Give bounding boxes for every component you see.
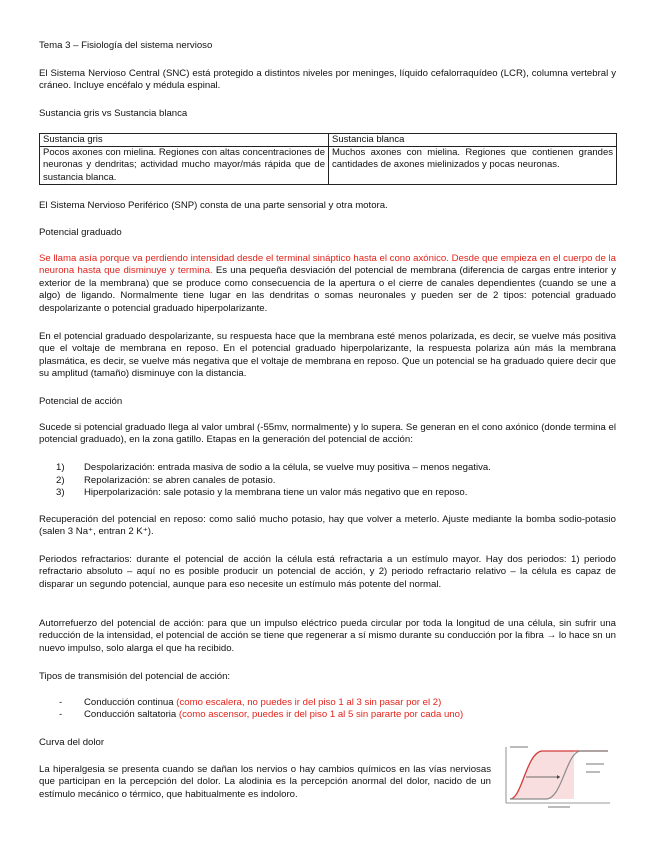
highlighted-text: (como escalera, no puedes ir del piso 1 al 3 sin pasar por el 2): [173, 697, 442, 708]
list-item: [39, 487, 599, 500]
intro-paragraph: El Sistema Nervioso Central (SNC) está protegido a distintos niveles por meninges, líquido cefalorraquídeo (LCR), columna vertebral y cráneo. Incluye encéfalo y médula espinal.: [39, 68, 616, 92]
comparison-table: [39, 133, 617, 185]
stages-list: [39, 462, 599, 500]
refractarios-paragraph: Periodos refractarios: durante el potencial de acción la célula está refractaria a un estímulo mayor. Hay dos periodos: 1) periodo refractario absoluto – aquí no es posible producir un potencial de acción, y 2) periodo refractario relativo – la célula es capaz de disparar un segundo potencial, aunque para eso necesite un estímulo más potente del normal.: [39, 554, 616, 590]
highlighted-text: Se llama asía porque va perdiendo intensidad desde el terminal sináptico hasta el cono axónico. Desde que empieza en el cuerpo de la neurona hasta que disminuye y termina.: [39, 253, 616, 277]
table-header-row: [40, 134, 617, 147]
tipos-heading: Tipos de transmisión del potencial de acción:: [39, 671, 231, 682]
figure-label-mark: [548, 806, 570, 808]
pain-curve-figure: [496, 741, 616, 811]
highlighted-text: (como ascensor, puedes ir del piso 1 al 5 sin pararte por cada uno): [176, 709, 464, 721]
list-item-text: Repolarización: se abren canales de potasio.: [84, 474, 276, 486]
figure-label-mark: [586, 763, 604, 765]
table-row: [40, 147, 617, 185]
list-number: 1): [56, 462, 65, 473]
graduado-paragraph-2: En el potencial graduado despolarizante, su respuesta hace que la membrana esté menos polarizada, es decir, se vuelve más positiva que el voltaje de membrana en reposo. En el potencial graduado hiperpolarizante, la respuesta polariza aún más la membrana plasmática, es decir, se vuelve más negativa que el voltaje de membrana en reposo. Que un potencial se ha graduado quiere decir que su amplitud (tamaño) disminuye con la distancia.: [39, 331, 616, 380]
list-item-label: Conducción saltatoria: [84, 709, 177, 721]
list-item-label: Conducción continua: [84, 697, 174, 708]
table-header-cell: Sustancia gris: [40, 134, 329, 147]
list-number: 3): [56, 487, 65, 499]
list-item: [39, 462, 599, 475]
section-heading-graduado: Potencial graduado: [39, 227, 122, 238]
body-text: Es una pequeña desviación del potencial de membrana (diferencia de cargas entre interior y exterior de la membrana) que se produce como consecuencia de la apertura o el cierre de canales dependientes (cuando se une a algo) de ligando. Normalmente tiene lugar en las dendritas o somas neuronales y pueden ser de 2 tipos: potencial graduado despolarizante o potencial graduado hiperpolarizante.: [39, 265, 616, 314]
section-heading-accion: Potencial de acción: [39, 396, 123, 407]
autorrefuerzo-paragraph: Autorrefuerzo del potencial de acción: para que un impulso eléctrico pueda circular por toda la longitud de una célula, sin sufrir una reducción de la intensidad, el potencial de acción se tiene que regenerar a sí mismo durante su conducción por la fibra → lo hace sn un nuevo impulso, solo alarga el que ha recibido.: [39, 618, 616, 654]
snp-paragraph: El Sistema Nervioso Periférico (SNP) consta de una parte sensorial y otra motora.: [39, 200, 388, 211]
table-header-cell: Sustancia blanca: [329, 134, 617, 147]
compare-heading: Sustancia gris vs Sustancia blanca: [39, 108, 188, 119]
figure-label-mark: [510, 746, 528, 748]
list-dash: -: [59, 697, 63, 708]
tipos-list: [39, 697, 599, 722]
list-item-text: Despolarización: entrada masiva de sodio a la célula, se vuelve muy positiva – menos negativa.: [84, 462, 491, 473]
list-item: [39, 709, 599, 721]
page-title: Tema 3 – Fisiología del sistema nervioso: [39, 40, 213, 51]
figure-label-mark: [586, 771, 600, 773]
table-cell: Muchos axones con mielina. Regiones que contienen grandes cantidades de axones mielinizados y pocas neuronas.: [329, 147, 617, 185]
list-item: [39, 697, 599, 709]
accion-paragraph-1: Sucede si potencial graduado llega al valor umbral (-55mv, normalmente) y lo supera. Se generan en el cono axónico (donde termina el potencial graduado), en la zona gatillo. Etapas en la generación del potencial de acción:: [39, 422, 616, 446]
table-cell: Pocos axones con mielina. Regiones con altas concentraciones de neuronas y dendritas; actividad mucho mayor/más rápida que de sustancia blanca.: [40, 147, 329, 185]
recuperacion-paragraph: Recuperación del potencial en reposo: como salió mucho potasio, hay que volver a meterlo. Ajuste mediante la bomba sodio-potasio (salen 3 Na⁺, entran 2 K⁺).: [39, 514, 616, 538]
section-heading-dolor: Curva del dolor: [39, 737, 105, 748]
graduado-paragraph-1: [39, 253, 616, 315]
list-dash: -: [59, 709, 63, 721]
dolor-paragraph: La hiperalgesia se presenta cuando se dañan los nervios o hay cambios químicos en las vías nerviosas que participan en la percepción del dolor. La alodinia es la percepción anormal del dolor, nacido de un estímulo mecánico o térmico, que habitualmente es indoloro.: [39, 764, 491, 800]
list-item-text: Hiperpolarización: sale potasio y la membrana tiene un valor más negativo que en reposo.: [84, 487, 468, 499]
list-number: 2): [56, 474, 65, 486]
list-item: [39, 475, 599, 488]
